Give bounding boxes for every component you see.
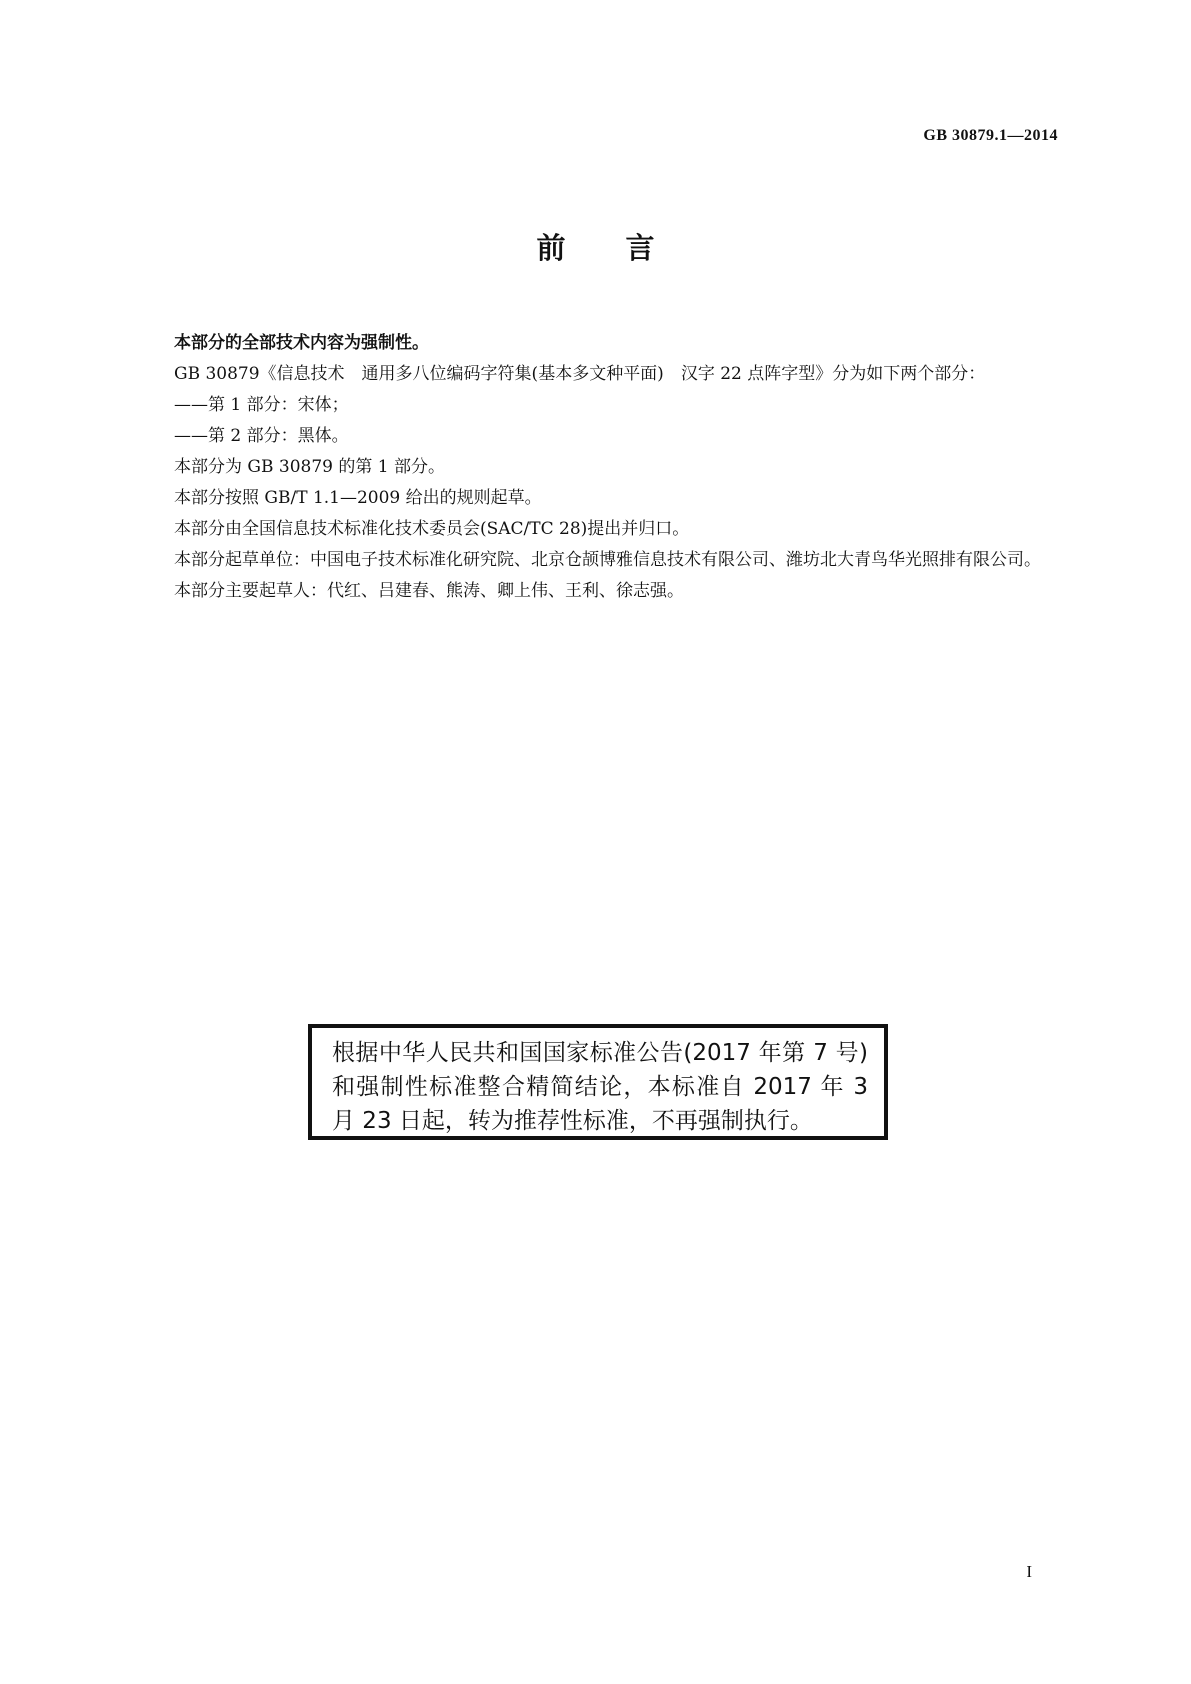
page-title-char-1: 前 <box>536 231 566 265</box>
mandatory-statement: 本部分的全部技术内容为强制性。 <box>174 333 429 353</box>
page-title <box>0 226 1191 267</box>
page-number: I <box>1026 1562 1032 1581</box>
page-title-char-2: 言 <box>625 231 655 265</box>
drafters-paragraph: 本部分主要起草人：代红、吕建春、熊涛、卿上伟、王利、徐志强。 <box>174 581 684 601</box>
structure-paragraph: GB 30879《信息技术 通用多八位编码字符集(基本多文种平面) 汉字 22 点阵字型》分为如下两个部分： <box>174 364 986 384</box>
foreword-body <box>140 328 1056 607</box>
part-list-item: ——第 2 部分：黑体。 <box>174 426 349 446</box>
drafting-units-paragraph: 本部分起草单位：中国电子技术标准化研究院、北京仓颉博雅信息技术有限公司、潍坊北大青鸟华光照排有限公司。 <box>174 550 1041 570</box>
part-statement-paragraph: 本部分为 GB 30879 的第 1 部分。 <box>174 457 445 477</box>
notice-box: 根据中华人民共和国国家标准公告(2017 年第 7 号)和强制性标准整合精简结论，本标准自 2017 年 3 月 23 日起，转为推荐性标准，不再强制执行。 <box>308 1024 888 1140</box>
standard-number: GB 30879.1—2014 <box>923 127 1058 144</box>
part-list-item: ——第 1 部分：宋体； <box>174 395 349 415</box>
proposer-paragraph: 本部分由全国信息技术标准化技术委员会(SAC/TC 28)提出并归口。 <box>174 519 690 539</box>
drafting-rules-paragraph: 本部分按照 GB/T 1.1—2009 给出的规则起草。 <box>174 488 542 508</box>
